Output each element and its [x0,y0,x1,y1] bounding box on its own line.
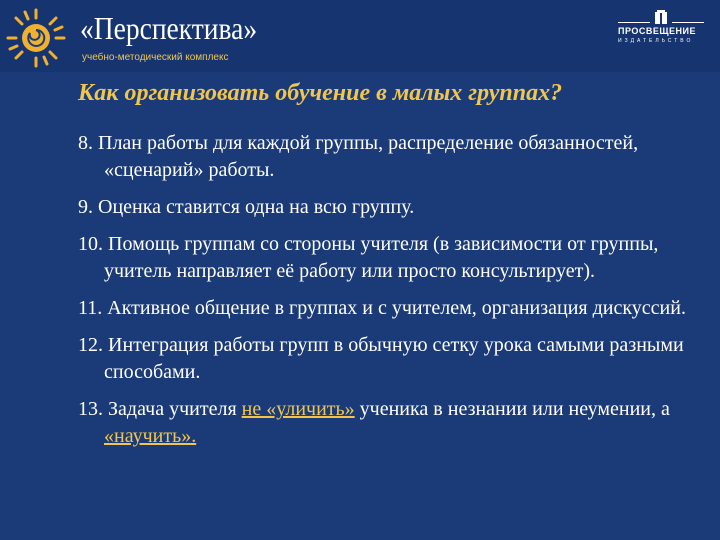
publisher-rule-left [618,22,650,23]
brand-subtitle: учебно-методический комплекс [82,52,229,63]
last-item-before: 13. Задача учителя [78,398,242,420]
slide-content [78,130,703,460]
list-item: 12. Интеграция работы групп в обычную сетку урока самыми разными способами. [78,334,684,383]
last-item-middle: ученика в незнании или неумении, а [354,398,670,420]
header-bar [0,0,720,72]
publisher-emblem-icon [654,10,668,26]
publisher-name: ПРОСВЕЩЕНИЕ [618,26,697,36]
list-item: 10. Помощь группам со стороны учителя (в зависимости от группы, учитель направляет её работу или просто консультирует). [78,233,659,282]
highlight-teach: «научить». [104,425,197,447]
publisher-subtitle: ИЗДАТЕЛЬСТВО [618,38,694,44]
publisher-logo [616,10,706,50]
list-item-last [78,396,703,450]
publisher-rule-right [672,22,704,23]
list-item: 8. План работы для каждой группы, распределение обязанностей, «сценарий» работы. [78,132,639,181]
highlight-not-catch: не «уличить» [241,398,355,420]
list-item: 11. Активное общение в группах и с учителем, организация дискуссий. [78,297,686,319]
sun-logo-icon [6,8,66,68]
slide-title: Как организовать обучение в малых группах? [78,80,563,106]
list-item: 9. Оценка ставится одна на всю группу. [78,196,415,218]
brand-title: «Перспектива» [80,10,258,46]
